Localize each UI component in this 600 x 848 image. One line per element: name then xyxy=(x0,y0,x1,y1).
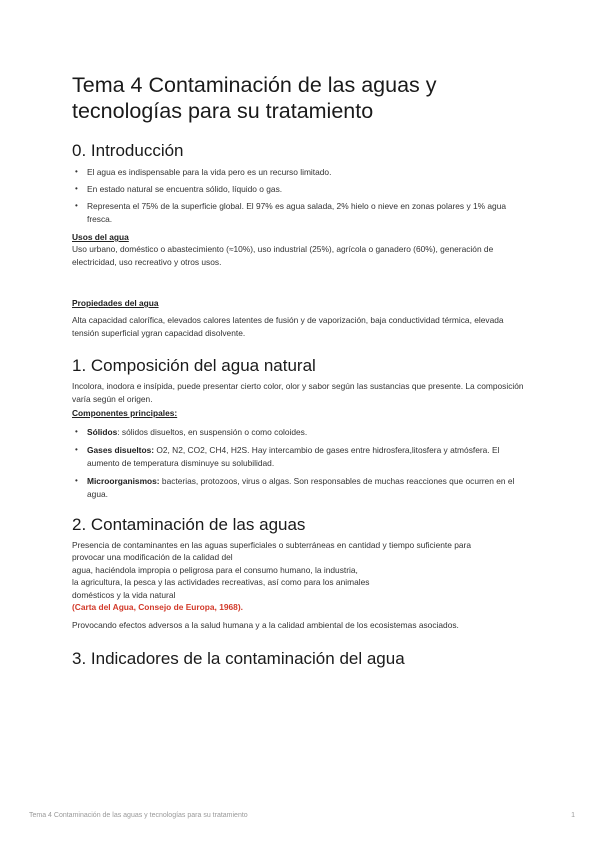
page-footer xyxy=(29,812,575,819)
list-item: • Sólidos: sólidos disueltos, en suspensión o como coloides. xyxy=(75,427,308,437)
definition-line: domésticos y la vida natural xyxy=(72,590,176,600)
composicion-intro: Incolora, inodora e insípida, puede presentar cierto color, olor y sabor según las sustancias que presente. La composición varía según el origen. xyxy=(72,381,524,404)
list-item: • Gases disueltos: O2, N2, CO2, CH4, H2S. Hay intercambio de gases entre hidrosfera,litosfera y atmósfera. El aumento de temperatura disminuye su solubilidad. xyxy=(75,445,500,468)
page-number: 1 xyxy=(571,812,575,819)
list-item: • En estado natural se encuentra sólido, líquido o gas. xyxy=(75,184,283,194)
bullet-icon: • xyxy=(75,445,78,454)
definition-line: Presencia de contaminantes en las aguas superficiales o subterráneas en cantidad y tiempo suficiente para xyxy=(72,540,471,550)
bullet-icon: • xyxy=(75,184,78,193)
componentes-label: Componentes principales: xyxy=(72,408,178,418)
section-heading-contaminacion: 2. Contaminación de las aguas xyxy=(72,515,306,534)
bullet-icon: • xyxy=(75,476,78,485)
section-heading-composicion: 1. Composición del agua natural xyxy=(72,356,316,375)
definition-line: la agricultura, la pesca y las actividades recreativas, así como para los animales xyxy=(72,577,370,587)
bullet-icon: • xyxy=(75,167,78,176)
section-heading-introduccion: 0. Introducción xyxy=(72,141,184,160)
propiedades-text: Alta capacidad calorífica, elevados calores latentes de fusión y de vaporización, baja conductividad térmica, elevada tensión superficial ygran capacidad disolvente. xyxy=(72,315,504,338)
section-heading-indicadores: 3. Indicadores de la contaminación del agua xyxy=(72,649,405,668)
list-item: • Representa el 75% de la superficie global. El 97% es agua salada, 2% hielo o nieve en zonas polares y 1% agua fresca. xyxy=(75,201,507,224)
list-item: • El agua es indispensable para la vida pero es un recurso limitado. xyxy=(75,167,332,177)
usos-text: Uso urbano, doméstico o abastecimiento (≈10%), uso industrial (25%), agrícola o ganadero (60%), generación de electricidad, uso recreativo y otros usos. xyxy=(72,244,494,267)
page-title: Tema 4 Contaminación de las aguas y tecnologías para su tratamiento xyxy=(72,73,437,123)
propiedades-label: Propiedades del agua xyxy=(72,298,159,308)
bullet-icon: • xyxy=(75,427,78,436)
contaminacion-consequence: Provocando efectos adversos a la salud humana y a la calidad ambiental de los ecosistemas asociados. xyxy=(72,620,459,630)
footer-title: Tema 4 Contaminación de las aguas y tecnologías para su tratamiento xyxy=(29,812,248,819)
reference-citation: (Carta del Agua, Consejo de Europa, 1968). xyxy=(72,602,243,612)
definition-line: provocar una modificación de la calidad del xyxy=(72,552,233,562)
list-item: • Microorganismos: bacterias, protozoos, virus o algas. Son responsables de muchas reacciones que ocurren en el agua. xyxy=(75,476,515,499)
usos-label: Usos del agua xyxy=(72,232,129,242)
definition-line: agua, haciéndola impropia o peligrosa para el consumo humano, la industria, xyxy=(72,565,358,575)
bullet-icon: • xyxy=(75,201,78,210)
